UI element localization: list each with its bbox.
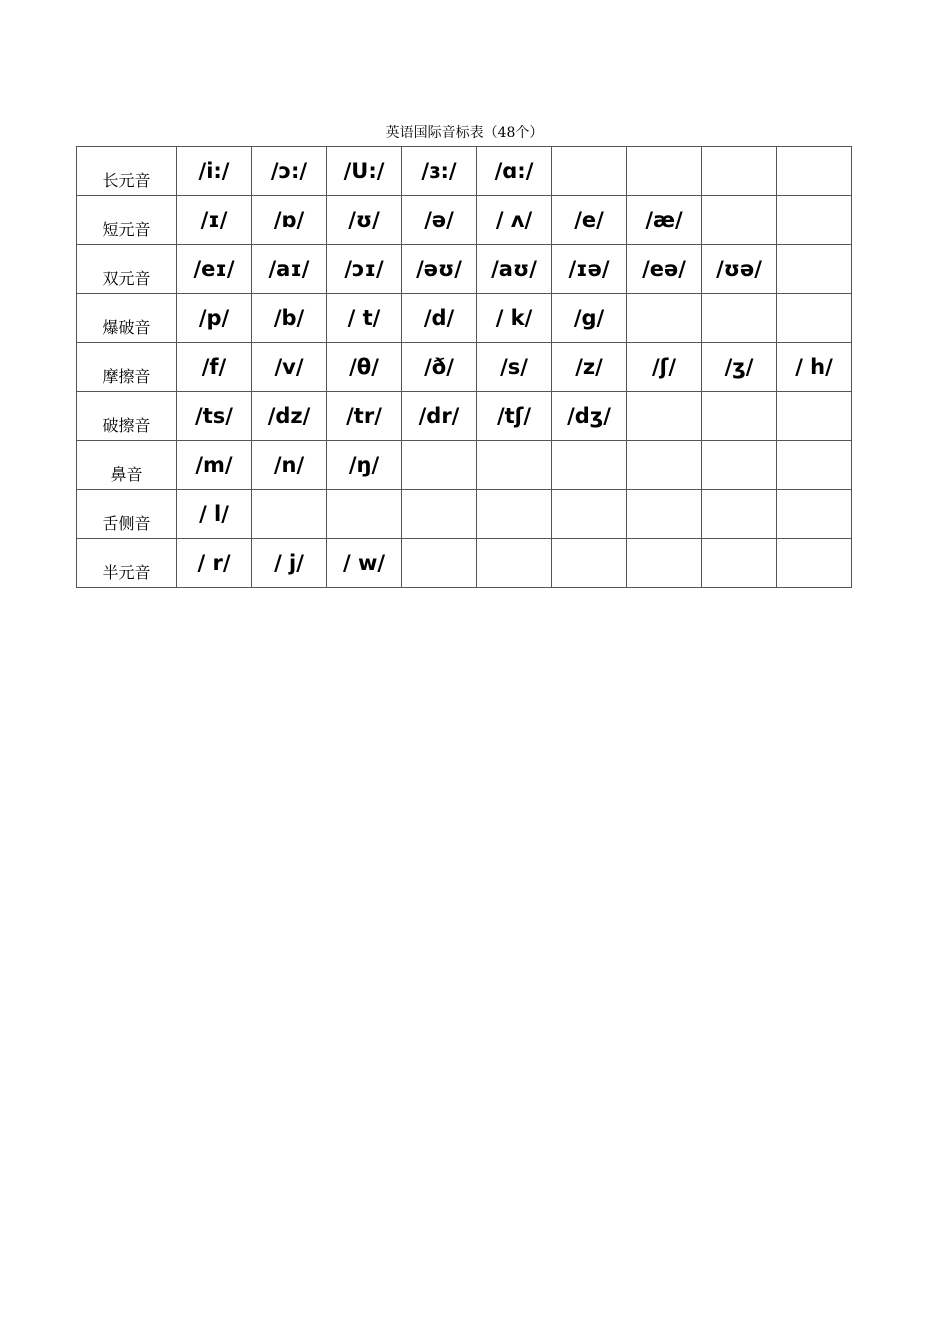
phonetic-symbol-cell: / k/ [477,294,552,343]
phonetic-symbol-cell: /ə/ [402,196,477,245]
phonetic-symbol-cell: / t/ [327,294,402,343]
table-row [77,196,852,245]
category-cell: 舌侧音 [77,490,177,539]
phonetic-symbol-cell: /g/ [552,294,627,343]
category-cell: 摩擦音 [77,343,177,392]
phonetic-symbol-cell [777,539,852,588]
phonetic-symbol-cell: /ts/ [177,392,252,441]
phonetic-symbol-cell [702,539,777,588]
phonetic-symbol-cell [627,147,702,196]
table-row [77,539,852,588]
phonetic-symbol-cell: /s/ [477,343,552,392]
phonetic-symbol-cell: /n/ [252,441,327,490]
phonetic-symbol-cell: /v/ [252,343,327,392]
phonetic-symbol-cell: /ʊə/ [702,245,777,294]
phonetic-symbol-cell [402,490,477,539]
phonetic-symbol-cell [402,441,477,490]
phonetic-symbol-cell: /tr/ [327,392,402,441]
phonetic-symbol-cell: /eə/ [627,245,702,294]
category-cell: 短元音 [77,196,177,245]
category-cell: 双元音 [77,245,177,294]
phonetic-symbol-cell [477,441,552,490]
category-cell: 半元音 [77,539,177,588]
table-row [77,147,852,196]
table-row [77,392,852,441]
category-cell: 爆破音 [77,294,177,343]
phonetic-symbol-cell: /p/ [177,294,252,343]
phonetic-symbol-cell [702,392,777,441]
phonetic-symbol-cell [552,539,627,588]
phonetic-symbol-cell: /ɑ:/ [477,147,552,196]
phonetic-symbol-cell: /e/ [552,196,627,245]
phonetic-symbol-cell [777,147,852,196]
phonetic-symbol-cell: / r/ [177,539,252,588]
phonetic-symbol-cell: / w/ [327,539,402,588]
phonetic-symbol-cell: /ð/ [402,343,477,392]
phonetic-symbol-cell: /z/ [552,343,627,392]
phonetic-symbol-cell: /dʒ/ [552,392,627,441]
category-cell: 长元音 [77,147,177,196]
phonetic-symbol-cell: / l/ [177,490,252,539]
phonetic-symbol-cell [702,490,777,539]
phonetic-symbol-cell [777,245,852,294]
phonetic-symbol-cell [252,490,327,539]
phonetic-symbol-cell: /d/ [402,294,477,343]
phonetic-symbol-cell: /θ/ [327,343,402,392]
table-row [77,441,852,490]
phonetic-symbol-cell: /i:/ [177,147,252,196]
phonetic-symbol-cell [327,490,402,539]
phonetic-symbol-cell: /ɔɪ/ [327,245,402,294]
phonetic-symbol-cell: /eɪ/ [177,245,252,294]
phonetic-symbol-cell: /ʊ/ [327,196,402,245]
phonetic-symbol-cell [777,294,852,343]
phonetic-symbol-cell: /f/ [177,343,252,392]
phonetic-symbol-cell [702,441,777,490]
phonetic-symbol-cell: /ɪə/ [552,245,627,294]
phonetic-symbol-cell: / ʌ/ [477,196,552,245]
page-title: 英语国际音标表（48个） [385,125,544,141]
phonetic-symbol-cell [777,441,852,490]
phonetic-symbol-cell [627,392,702,441]
phonetic-symbol-cell [477,539,552,588]
phonetic-symbol-cell: /dz/ [252,392,327,441]
phonetic-symbol-cell: /ʒ/ [702,343,777,392]
phonetic-symbol-cell: /tʃ/ [477,392,552,441]
phonetic-symbol-cell: /ɒ/ [252,196,327,245]
phonetic-symbol-cell: /ɜ:/ [402,147,477,196]
phonetic-symbol-cell: /aʊ/ [477,245,552,294]
phonetic-symbol-cell: /b/ [252,294,327,343]
phonetic-symbol-cell [702,196,777,245]
phonetic-symbol-cell [777,392,852,441]
phonetic-symbol-cell: / h/ [777,343,852,392]
phonetic-symbol-cell [702,294,777,343]
phonetic-symbol-cell: /U:/ [327,147,402,196]
table-row [77,294,852,343]
category-cell: 鼻音 [77,441,177,490]
phonetic-symbol-cell: /aɪ/ [252,245,327,294]
phonetic-symbol-cell [627,294,702,343]
phonetic-symbol-cell [777,196,852,245]
table-row [77,245,852,294]
phonetic-symbol-cell: / j/ [252,539,327,588]
phonetic-symbol-cell [552,441,627,490]
phonetic-symbol-cell [702,147,777,196]
phonetic-symbol-cell: /ʃ/ [627,343,702,392]
phonetic-symbol-cell [777,490,852,539]
phonetic-table [76,146,852,588]
phonetic-symbol-cell: /m/ [177,441,252,490]
phonetic-symbol-cell [402,539,477,588]
phonetic-symbol-cell: /əʊ/ [402,245,477,294]
phonetic-symbol-cell: /æ/ [627,196,702,245]
phonetic-symbol-cell: /ɔ:/ [252,147,327,196]
phonetic-table-body [77,147,852,588]
table-row [77,490,852,539]
phonetic-symbol-cell: /ɪ/ [177,196,252,245]
table-row [77,343,852,392]
phonetic-symbol-cell [552,147,627,196]
phonetic-symbol-cell [627,539,702,588]
phonetic-symbol-cell [477,490,552,539]
phonetic-symbol-cell [552,490,627,539]
phonetic-symbol-cell: /ŋ/ [327,441,402,490]
phonetic-symbol-cell [627,490,702,539]
category-cell: 破擦音 [77,392,177,441]
phonetic-symbol-cell: /dr/ [402,392,477,441]
phonetic-symbol-cell [627,441,702,490]
